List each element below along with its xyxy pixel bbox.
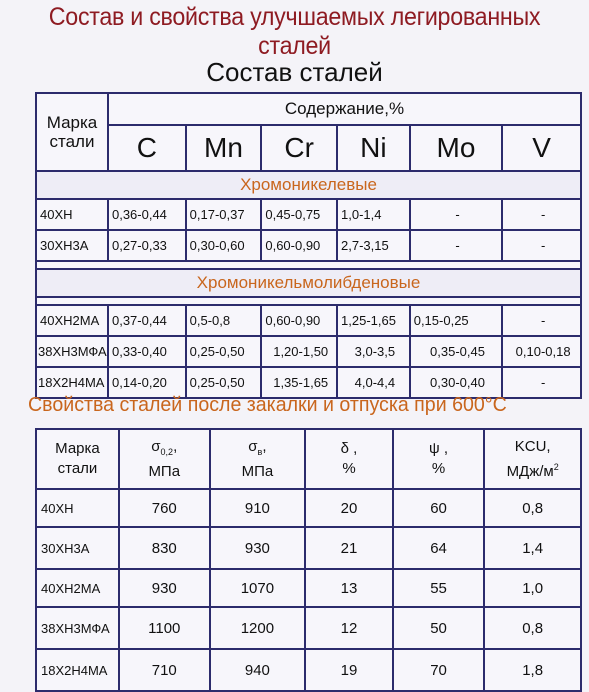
value-cell: 0,37-0,44 — [108, 305, 186, 336]
value-cell: 0,30-0,60 — [186, 230, 262, 261]
value-cell: 19 — [305, 649, 393, 691]
value-cell: 1,20-1,50 — [261, 336, 337, 367]
table-row — [36, 336, 581, 367]
value-cell: 760 — [119, 489, 210, 527]
value-cell: 710 — [119, 649, 210, 691]
table-row — [36, 305, 581, 336]
properties-title: Свойства сталей после закалки и отпуска при 600°С — [28, 394, 507, 416]
grade-cell: 38ХН3МФА — [36, 336, 108, 367]
value-cell: 0,14-0,20 — [108, 367, 186, 398]
table-row — [36, 527, 581, 569]
value-cell: 1200 — [210, 607, 306, 649]
value-cell: 830 — [119, 527, 210, 569]
value-cell: 1,0 — [484, 569, 581, 607]
value-cell: 12 — [305, 607, 393, 649]
composition-table — [35, 92, 582, 399]
value-cell: - — [410, 199, 503, 230]
value-cell: 930 — [119, 569, 210, 607]
value-cell: 13 — [305, 569, 393, 607]
table-row — [36, 489, 581, 527]
value-cell: 0,10-0,18 — [502, 336, 581, 367]
value-cell: 0,5-0,8 — [186, 305, 262, 336]
grade-cell: 30ХН3А — [36, 527, 119, 569]
value-cell: - — [502, 367, 581, 398]
group-header: Хромоникельмолибденовые — [36, 269, 581, 297]
element-header: C — [108, 125, 186, 171]
value-cell: 0,8 — [484, 607, 581, 649]
value-cell: 0,25-0,50 — [186, 336, 262, 367]
value-cell: 0,60-0,90 — [261, 305, 337, 336]
value-cell: 0,60-0,90 — [261, 230, 337, 261]
grade-cell: 40ХН — [36, 199, 108, 230]
element-header: Mo — [410, 125, 503, 171]
group-header: Хромоникелевые — [36, 171, 581, 199]
value-cell: 20 — [305, 489, 393, 527]
value-cell: 1,4 — [484, 527, 581, 569]
value-cell: 2,7-3,15 — [337, 230, 410, 261]
table-row — [36, 649, 581, 691]
value-cell: 50 — [393, 607, 485, 649]
value-cell: 1,0-1,4 — [337, 199, 410, 230]
value-cell: 0,35-0,45 — [410, 336, 503, 367]
value-cell: 21 — [305, 527, 393, 569]
table-row — [36, 199, 581, 230]
impact-header: KCU, МДж/$м^2$ — [484, 429, 581, 489]
value-cell: 0,45-0,75 — [261, 199, 337, 230]
value-cell: - — [502, 199, 581, 230]
grade-header: Марка стали — [36, 429, 119, 489]
value-cell: 1070 — [210, 569, 306, 607]
value-cell: 1,35-1,65 — [261, 367, 337, 398]
grade-cell: 40ХН — [36, 489, 119, 527]
value-cell: 0,25-0,50 — [186, 367, 262, 398]
value-cell: 910 — [210, 489, 306, 527]
table-row — [36, 569, 581, 607]
grade-header: Марка стали — [36, 93, 108, 171]
value-cell: - — [502, 305, 581, 336]
value-cell: 64 — [393, 527, 485, 569]
value-cell: 3,0-3,5 — [337, 336, 410, 367]
element-header: Mn — [186, 125, 262, 171]
grade-cell: 18Х2Н4МА — [36, 367, 108, 398]
element-header: V — [502, 125, 581, 171]
value-cell: 1,8 — [484, 649, 581, 691]
value-cell: 0,27-0,33 — [108, 230, 186, 261]
value-cell: 1100 — [119, 607, 210, 649]
value-cell: 940 — [210, 649, 306, 691]
table-row — [36, 230, 581, 261]
page-title: Состав и свойства улучшаемых легированных сталей — [48, 3, 541, 60]
properties-table — [35, 428, 582, 692]
value-cell: 4,0-4,4 — [337, 367, 410, 398]
grade-cell: 18Х2Н4МА — [36, 649, 119, 691]
value-cell: 0,36-0,44 — [108, 199, 186, 230]
element-header: Cr — [261, 125, 337, 171]
value-cell: 0,15-0,25 — [410, 305, 503, 336]
grade-cell: 30ХН3А — [36, 230, 108, 261]
value-cell: 55 — [393, 569, 485, 607]
value-cell: 60 — [393, 489, 485, 527]
value-cell: 1,25-1,65 — [337, 305, 410, 336]
value-cell: 0,30-0,40 — [410, 367, 503, 398]
value-cell: - — [502, 230, 581, 261]
reduction-header: ψ , % — [393, 429, 485, 489]
tensile-strength-header: $\sigma_в$, МПа — [210, 429, 306, 489]
value-cell: 0,8 — [484, 489, 581, 527]
grade-cell: 40ХН2МА — [36, 305, 108, 336]
composition-title: Состав сталей — [206, 57, 383, 87]
value-cell: 70 — [393, 649, 485, 691]
yield-strength-header: $\sigma_{0,2}$, МПа — [119, 429, 210, 489]
grade-cell: 38ХН3МФА — [36, 607, 119, 649]
value-cell: - — [410, 230, 503, 261]
spacer — [36, 297, 581, 305]
elongation-header: δ , % — [305, 429, 393, 489]
grade-cell: 40ХН2МА — [36, 569, 119, 607]
content-header: Содержание,% — [108, 93, 581, 125]
value-cell: 0,33-0,40 — [108, 336, 186, 367]
value-cell: 930 — [210, 527, 306, 569]
spacer — [36, 261, 581, 269]
element-header: Ni — [337, 125, 410, 171]
table-row — [36, 607, 581, 649]
value-cell: 0,17-0,37 — [186, 199, 262, 230]
